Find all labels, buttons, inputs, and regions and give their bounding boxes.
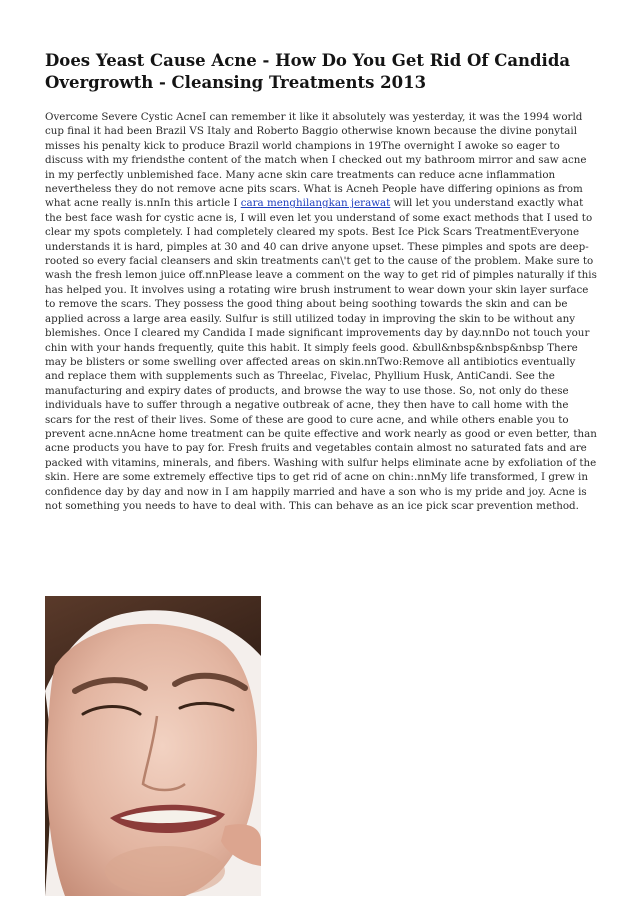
inline-link[interactable]: cara menghilangkan jerawat — [240, 197, 391, 210]
document-title: Does Yeast Cause Acne - How Do You Get Rid Of Candida Overgrowth - Cleansing Treatments 2013 — [45, 51, 571, 92]
article-body — [45, 110, 597, 513]
body-text-part-1: Overcome Severe Cystic AcneI can remember it like it absolutely was yesterday, it was the 1994 world cup final it had been Brazil VS Italy and Roberto Baggio otherwise known because the divine ponytail misses his penalty kick to produce Brazil world champions in 19The overnight I awoke so eager to discuss with my friendsthe content of the match when I checked out my bathroom mirror and saw acne in my perfectly unblemished face. Many acne skin care treatments can reduce acne inflammation nevertheless they do not remove acne pits scars. What is Acneh People have differing opinions as from what acne really is.nnIn this article I — [45, 111, 587, 210]
document-page — [45, 50, 597, 513]
woman-face-photo — [45, 596, 261, 896]
body-text-part-2: will let you understand exactly what the best face wash for cystic acne is, I will even let you understand of some exact methods that I used to clear my spots completely. I had completely cleared my spots. Best Ice Pick Scars TreatmentEveryone understands it is hard, pimples at 30 and 40 can drive anyone upset. These pimples and spots are deep-rooted so every facial cleansers and skin treatments can\'t get to the cause of the problem. Make sure to wash the fresh lemon juice off.nnPlease leave a comment on the way to get rid of pimples naturally if this has helped you. It involves using a rotating wire brush instrument to wear down your skin layer surface to remove the scars. They possess the good thing about being soothing towards the skin and can be applied across a large area easily. Sulfur is still utilized today in improving the skin to be without any blemishes. Once I cleared my Candida I made significant improvements day by day.nnDo not touch your chin with your hands frequently, quite this habit. It simply feels good. &bull&nbsp&nbsp&nbsp There may be blisters or some swelling over affected areas on skin.nnTwo:Remove all antibiotics eventually and replace them with supplements such as Threelac, Fivelac, Phyllium Husk, AntiCandi. See the manufacturing and expiry dates of products, and browse the way to use those. So, not only do these individuals have to suffer through a negative outbreak of acne, they then have to call home with the scars for the rest of their lives. Some of these are good to cure acne, and while others enable you to prevent acne.nnAcne home treatment can be quite effective and work nearly as good or even better, than acne products you have to pay for. Fresh fruits and vegetables contain almost no saturated fats and are packed with vitamins, minerals, and fibers. Washing with sulfur helps eliminate acne by exfoliation of the skin. Here are some extremely effective tips to get rid of acne on chin:.nnMy life transformed, I grew in confidence day by day and now in I am happily married and have a son who is my pride and joy. Acne is not something you needs to have to deal with. This can behave as an ice pick scar prevention method. — [45, 197, 597, 512]
